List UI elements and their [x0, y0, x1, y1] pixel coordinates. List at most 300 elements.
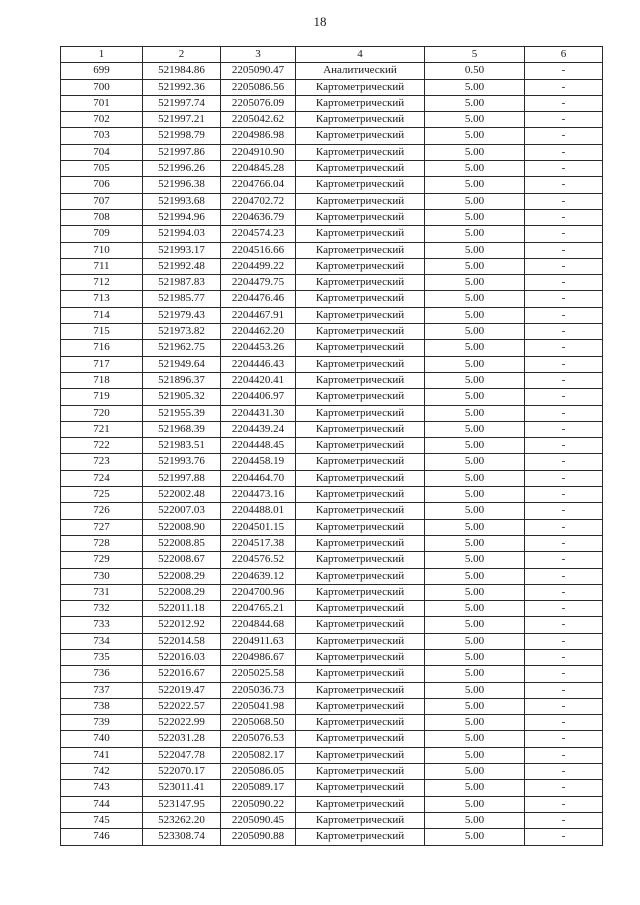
y-coordinate-cell: 2204516.66: [221, 242, 296, 258]
point-number-cell: 708: [61, 209, 143, 225]
point-number-cell: 716: [61, 340, 143, 356]
accuracy-cell: 5.00: [425, 698, 525, 714]
point-number-cell: 743: [61, 780, 143, 796]
x-coordinate-cell: 521994.03: [143, 226, 221, 242]
note-cell: -: [525, 307, 603, 323]
y-coordinate-cell: 2204639.12: [221, 568, 296, 584]
table-row: [61, 177, 603, 193]
note-cell: -: [525, 747, 603, 763]
accuracy-cell: 5.00: [425, 226, 525, 242]
point-number-cell: 711: [61, 258, 143, 274]
accuracy-cell: 5.00: [425, 731, 525, 747]
x-coordinate-cell: 521996.38: [143, 177, 221, 193]
point-number-cell: 736: [61, 666, 143, 682]
method-cell: Картометрический: [296, 601, 425, 617]
table-row: [61, 731, 603, 747]
accuracy-cell: 5.00: [425, 438, 525, 454]
accuracy-cell: 5.00: [425, 209, 525, 225]
y-coordinate-cell: 2205082.17: [221, 747, 296, 763]
column-header-1: 1: [61, 47, 143, 63]
x-coordinate-cell: 521905.32: [143, 389, 221, 405]
y-coordinate-cell: 2204439.24: [221, 421, 296, 437]
note-cell: -: [525, 95, 603, 111]
accuracy-cell: 5.00: [425, 649, 525, 665]
method-cell: Картометрический: [296, 324, 425, 340]
x-coordinate-cell: 523147.95: [143, 796, 221, 812]
y-coordinate-cell: 2204636.79: [221, 209, 296, 225]
table-row: [61, 226, 603, 242]
table-row: [61, 682, 603, 698]
point-number-cell: 744: [61, 796, 143, 812]
accuracy-cell: 5.00: [425, 764, 525, 780]
y-coordinate-cell: 2204911.63: [221, 633, 296, 649]
y-coordinate-cell: 2205090.22: [221, 796, 296, 812]
y-coordinate-cell: 2205025.58: [221, 666, 296, 682]
x-coordinate-cell: 522007.03: [143, 503, 221, 519]
column-header-3: 3: [221, 47, 296, 63]
accuracy-cell: 5.00: [425, 470, 525, 486]
accuracy-cell: 5.00: [425, 682, 525, 698]
note-cell: -: [525, 63, 603, 79]
y-coordinate-cell: 2205086.05: [221, 764, 296, 780]
y-coordinate-cell: 2204458.19: [221, 454, 296, 470]
x-coordinate-cell: 521955.39: [143, 405, 221, 421]
accuracy-cell: 5.00: [425, 747, 525, 763]
table-row: [61, 633, 603, 649]
accuracy-cell: 5.00: [425, 829, 525, 845]
point-number-cell: 734: [61, 633, 143, 649]
accuracy-cell: 0.50: [425, 63, 525, 79]
method-cell: Картометрический: [296, 666, 425, 682]
table-row: [61, 715, 603, 731]
method-cell: Картометрический: [296, 356, 425, 372]
accuracy-cell: 5.00: [425, 601, 525, 617]
y-coordinate-cell: 2204986.67: [221, 649, 296, 665]
x-coordinate-cell: 521998.79: [143, 128, 221, 144]
accuracy-cell: 5.00: [425, 617, 525, 633]
y-coordinate-cell: 2204448.45: [221, 438, 296, 454]
method-cell: Картометрический: [296, 161, 425, 177]
point-number-cell: 725: [61, 487, 143, 503]
accuracy-cell: 5.00: [425, 519, 525, 535]
point-number-cell: 728: [61, 535, 143, 551]
x-coordinate-cell: 521994.96: [143, 209, 221, 225]
x-coordinate-cell: 522008.29: [143, 584, 221, 600]
y-coordinate-cell: 2205068.50: [221, 715, 296, 731]
x-coordinate-cell: 521983.51: [143, 438, 221, 454]
method-cell: Картометрический: [296, 112, 425, 128]
note-cell: -: [525, 666, 603, 682]
method-cell: Картометрический: [296, 487, 425, 503]
x-coordinate-cell: 522031.28: [143, 731, 221, 747]
note-cell: -: [525, 535, 603, 551]
table-row: [61, 161, 603, 177]
note-cell: -: [525, 340, 603, 356]
method-cell: Картометрический: [296, 682, 425, 698]
accuracy-cell: 5.00: [425, 193, 525, 209]
note-cell: -: [525, 764, 603, 780]
point-number-cell: 712: [61, 275, 143, 291]
y-coordinate-cell: 2204501.15: [221, 519, 296, 535]
method-cell: Картометрический: [296, 780, 425, 796]
note-cell: -: [525, 812, 603, 828]
method-cell: Картометрический: [296, 144, 425, 160]
note-cell: -: [525, 584, 603, 600]
accuracy-cell: 5.00: [425, 568, 525, 584]
point-number-cell: 737: [61, 682, 143, 698]
method-cell: Картометрический: [296, 764, 425, 780]
note-cell: -: [525, 372, 603, 388]
table-row: [61, 405, 603, 421]
note-cell: -: [525, 258, 603, 274]
table-row: [61, 487, 603, 503]
table-body: [61, 63, 603, 845]
table-row: [61, 291, 603, 307]
x-coordinate-cell: 522022.57: [143, 698, 221, 714]
note-cell: -: [525, 503, 603, 519]
point-number-cell: 704: [61, 144, 143, 160]
y-coordinate-cell: 2205042.62: [221, 112, 296, 128]
table-row: [61, 584, 603, 600]
table-row: [61, 454, 603, 470]
x-coordinate-cell: 521973.82: [143, 324, 221, 340]
table-row: [61, 552, 603, 568]
accuracy-cell: 5.00: [425, 389, 525, 405]
table-row: [61, 324, 603, 340]
x-coordinate-cell: 522008.29: [143, 568, 221, 584]
y-coordinate-cell: 2204576.52: [221, 552, 296, 568]
note-cell: -: [525, 649, 603, 665]
column-header-2: 2: [143, 47, 221, 63]
y-coordinate-cell: 2204844.68: [221, 617, 296, 633]
method-cell: Картометрический: [296, 503, 425, 519]
x-coordinate-cell: 522016.67: [143, 666, 221, 682]
note-cell: -: [525, 275, 603, 291]
accuracy-cell: 5.00: [425, 95, 525, 111]
x-coordinate-cell: 522012.92: [143, 617, 221, 633]
point-number-cell: 717: [61, 356, 143, 372]
y-coordinate-cell: 2204406.97: [221, 389, 296, 405]
accuracy-cell: 5.00: [425, 454, 525, 470]
note-cell: -: [525, 356, 603, 372]
point-number-cell: 722: [61, 438, 143, 454]
accuracy-cell: 5.00: [425, 242, 525, 258]
point-number-cell: 739: [61, 715, 143, 731]
accuracy-cell: 5.00: [425, 128, 525, 144]
note-cell: -: [525, 79, 603, 95]
accuracy-cell: 5.00: [425, 161, 525, 177]
method-cell: Картометрический: [296, 535, 425, 551]
point-number-cell: 715: [61, 324, 143, 340]
point-number-cell: 721: [61, 421, 143, 437]
note-cell: -: [525, 405, 603, 421]
x-coordinate-cell: 521968.39: [143, 421, 221, 437]
accuracy-cell: 5.00: [425, 356, 525, 372]
table-row: [61, 128, 603, 144]
y-coordinate-cell: 2205036.73: [221, 682, 296, 698]
table-row: [61, 568, 603, 584]
point-number-cell: 702: [61, 112, 143, 128]
note-cell: -: [525, 209, 603, 225]
y-coordinate-cell: 2204845.28: [221, 161, 296, 177]
method-cell: Картометрический: [296, 340, 425, 356]
note-cell: -: [525, 128, 603, 144]
column-header-5: 5: [425, 47, 525, 63]
method-cell: Картометрический: [296, 405, 425, 421]
note-cell: -: [525, 552, 603, 568]
accuracy-cell: 5.00: [425, 780, 525, 796]
x-coordinate-cell: 522047.78: [143, 747, 221, 763]
table-row: [61, 519, 603, 535]
y-coordinate-cell: 2205076.09: [221, 95, 296, 111]
note-cell: -: [525, 568, 603, 584]
y-coordinate-cell: 2204702.72: [221, 193, 296, 209]
method-cell: Картометрический: [296, 193, 425, 209]
point-number-cell: 727: [61, 519, 143, 535]
page-number: 18: [313, 14, 327, 29]
x-coordinate-cell: 521997.74: [143, 95, 221, 111]
point-number-cell: 709: [61, 226, 143, 242]
x-coordinate-cell: 522002.48: [143, 487, 221, 503]
point-number-cell: 746: [61, 829, 143, 845]
y-coordinate-cell: 2204453.26: [221, 340, 296, 356]
x-coordinate-cell: 522008.90: [143, 519, 221, 535]
y-coordinate-cell: 2204446.43: [221, 356, 296, 372]
table-row: [61, 747, 603, 763]
note-cell: -: [525, 291, 603, 307]
point-number-cell: 720: [61, 405, 143, 421]
point-number-cell: 726: [61, 503, 143, 519]
point-number-cell: 731: [61, 584, 143, 600]
table-row: [61, 372, 603, 388]
x-coordinate-cell: 522008.67: [143, 552, 221, 568]
method-cell: Картометрический: [296, 291, 425, 307]
y-coordinate-cell: 2204765.21: [221, 601, 296, 617]
table-row: [61, 535, 603, 551]
coordinates-table: [60, 46, 603, 846]
point-number-cell: 724: [61, 470, 143, 486]
method-cell: Картометрический: [296, 796, 425, 812]
point-number-cell: 703: [61, 128, 143, 144]
x-coordinate-cell: 521993.76: [143, 454, 221, 470]
method-cell: Картометрический: [296, 812, 425, 828]
table-row: [61, 275, 603, 291]
method-cell: Картометрический: [296, 829, 425, 845]
table-row: [61, 112, 603, 128]
method-cell: Картометрический: [296, 470, 425, 486]
method-cell: Картометрический: [296, 731, 425, 747]
note-cell: -: [525, 112, 603, 128]
table-row: [61, 829, 603, 845]
note-cell: -: [525, 698, 603, 714]
table-header: [61, 47, 603, 63]
method-cell: Картометрический: [296, 79, 425, 95]
x-coordinate-cell: 523308.74: [143, 829, 221, 845]
method-cell: Картометрический: [296, 633, 425, 649]
x-coordinate-cell: 522011.18: [143, 601, 221, 617]
y-coordinate-cell: 2204462.20: [221, 324, 296, 340]
method-cell: Аналитический: [296, 63, 425, 79]
y-coordinate-cell: 2204464.70: [221, 470, 296, 486]
accuracy-cell: 5.00: [425, 552, 525, 568]
x-coordinate-cell: 522008.85: [143, 535, 221, 551]
note-cell: -: [525, 438, 603, 454]
table-row: [61, 438, 603, 454]
x-coordinate-cell: 521979.43: [143, 307, 221, 323]
accuracy-cell: 5.00: [425, 715, 525, 731]
column-header-6: 6: [525, 47, 603, 63]
point-number-cell: 705: [61, 161, 143, 177]
x-coordinate-cell: 522022.99: [143, 715, 221, 731]
method-cell: Картометрический: [296, 307, 425, 323]
y-coordinate-cell: 2204517.38: [221, 535, 296, 551]
table-row: [61, 193, 603, 209]
method-cell: Картометрический: [296, 275, 425, 291]
point-number-cell: 699: [61, 63, 143, 79]
x-coordinate-cell: 522019.47: [143, 682, 221, 698]
note-cell: -: [525, 324, 603, 340]
table-row: [61, 389, 603, 405]
method-cell: Картометрический: [296, 242, 425, 258]
table-row: [61, 242, 603, 258]
note-cell: -: [525, 780, 603, 796]
accuracy-cell: 5.00: [425, 144, 525, 160]
table-row: [61, 666, 603, 682]
x-coordinate-cell: 521993.17: [143, 242, 221, 258]
table-row: [61, 617, 603, 633]
point-number-cell: 740: [61, 731, 143, 747]
point-number-cell: 735: [61, 649, 143, 665]
method-cell: Картометрический: [296, 438, 425, 454]
x-coordinate-cell: 521996.26: [143, 161, 221, 177]
x-coordinate-cell: 521997.88: [143, 470, 221, 486]
method-cell: Картометрический: [296, 552, 425, 568]
note-cell: -: [525, 389, 603, 405]
x-coordinate-cell: 521984.86: [143, 63, 221, 79]
y-coordinate-cell: 2204910.90: [221, 144, 296, 160]
note-cell: -: [525, 601, 603, 617]
table-row: [61, 649, 603, 665]
method-cell: Картометрический: [296, 209, 425, 225]
point-number-cell: 706: [61, 177, 143, 193]
table-row: [61, 764, 603, 780]
x-coordinate-cell: 521993.68: [143, 193, 221, 209]
accuracy-cell: 5.00: [425, 177, 525, 193]
note-cell: -: [525, 454, 603, 470]
method-cell: Картометрический: [296, 226, 425, 242]
y-coordinate-cell: 2204574.23: [221, 226, 296, 242]
point-number-cell: 738: [61, 698, 143, 714]
column-header-4: 4: [296, 47, 425, 63]
table-row: [61, 356, 603, 372]
x-coordinate-cell: 522070.17: [143, 764, 221, 780]
accuracy-cell: 5.00: [425, 291, 525, 307]
table-row: [61, 258, 603, 274]
table-row: [61, 503, 603, 519]
accuracy-cell: 5.00: [425, 307, 525, 323]
table-row: [61, 209, 603, 225]
note-cell: -: [525, 226, 603, 242]
method-cell: Картометрический: [296, 372, 425, 388]
table-row: [61, 780, 603, 796]
accuracy-cell: 5.00: [425, 812, 525, 828]
y-coordinate-cell: 2204986.98: [221, 128, 296, 144]
x-coordinate-cell: 521985.77: [143, 291, 221, 307]
note-cell: -: [525, 242, 603, 258]
point-number-cell: 730: [61, 568, 143, 584]
note-cell: -: [525, 177, 603, 193]
method-cell: Картометрический: [296, 519, 425, 535]
note-cell: -: [525, 519, 603, 535]
table-row: [61, 79, 603, 95]
method-cell: Картометрический: [296, 584, 425, 600]
accuracy-cell: 5.00: [425, 258, 525, 274]
point-number-cell: 733: [61, 617, 143, 633]
y-coordinate-cell: 2204420.41: [221, 372, 296, 388]
point-number-cell: 719: [61, 389, 143, 405]
note-cell: -: [525, 731, 603, 747]
note-cell: -: [525, 682, 603, 698]
y-coordinate-cell: 2204476.46: [221, 291, 296, 307]
note-cell: -: [525, 487, 603, 503]
method-cell: Картометрический: [296, 698, 425, 714]
accuracy-cell: 5.00: [425, 535, 525, 551]
x-coordinate-cell: 521992.48: [143, 258, 221, 274]
method-cell: Картометрический: [296, 617, 425, 633]
table-row: [61, 698, 603, 714]
accuracy-cell: 5.00: [425, 796, 525, 812]
y-coordinate-cell: 2204766.04: [221, 177, 296, 193]
x-coordinate-cell: 521949.64: [143, 356, 221, 372]
point-number-cell: 710: [61, 242, 143, 258]
note-cell: -: [525, 617, 603, 633]
accuracy-cell: 5.00: [425, 503, 525, 519]
table-row: [61, 63, 603, 79]
note-cell: -: [525, 144, 603, 160]
accuracy-cell: 5.00: [425, 633, 525, 649]
x-coordinate-cell: 521997.86: [143, 144, 221, 160]
point-number-cell: 701: [61, 95, 143, 111]
y-coordinate-cell: 2205089.17: [221, 780, 296, 796]
accuracy-cell: 5.00: [425, 324, 525, 340]
y-coordinate-cell: 2205041.98: [221, 698, 296, 714]
accuracy-cell: 5.00: [425, 405, 525, 421]
method-cell: Картометрический: [296, 389, 425, 405]
table-row: [61, 307, 603, 323]
point-number-cell: 718: [61, 372, 143, 388]
method-cell: Картометрический: [296, 649, 425, 665]
x-coordinate-cell: 522016.03: [143, 649, 221, 665]
x-coordinate-cell: 521992.36: [143, 79, 221, 95]
accuracy-cell: 5.00: [425, 487, 525, 503]
table-row: [61, 95, 603, 111]
method-cell: Картометрический: [296, 568, 425, 584]
table-row: [61, 340, 603, 356]
table-row: [61, 144, 603, 160]
table-row: [61, 796, 603, 812]
accuracy-cell: 5.00: [425, 112, 525, 128]
x-coordinate-cell: 522014.58: [143, 633, 221, 649]
point-number-cell: 741: [61, 747, 143, 763]
y-coordinate-cell: 2205090.45: [221, 812, 296, 828]
method-cell: Картометрический: [296, 715, 425, 731]
point-number-cell: 742: [61, 764, 143, 780]
x-coordinate-cell: 521896.37: [143, 372, 221, 388]
y-coordinate-cell: 2204431.30: [221, 405, 296, 421]
y-coordinate-cell: 2205076.53: [221, 731, 296, 747]
x-coordinate-cell: 523011.41: [143, 780, 221, 796]
method-cell: Картометрический: [296, 128, 425, 144]
